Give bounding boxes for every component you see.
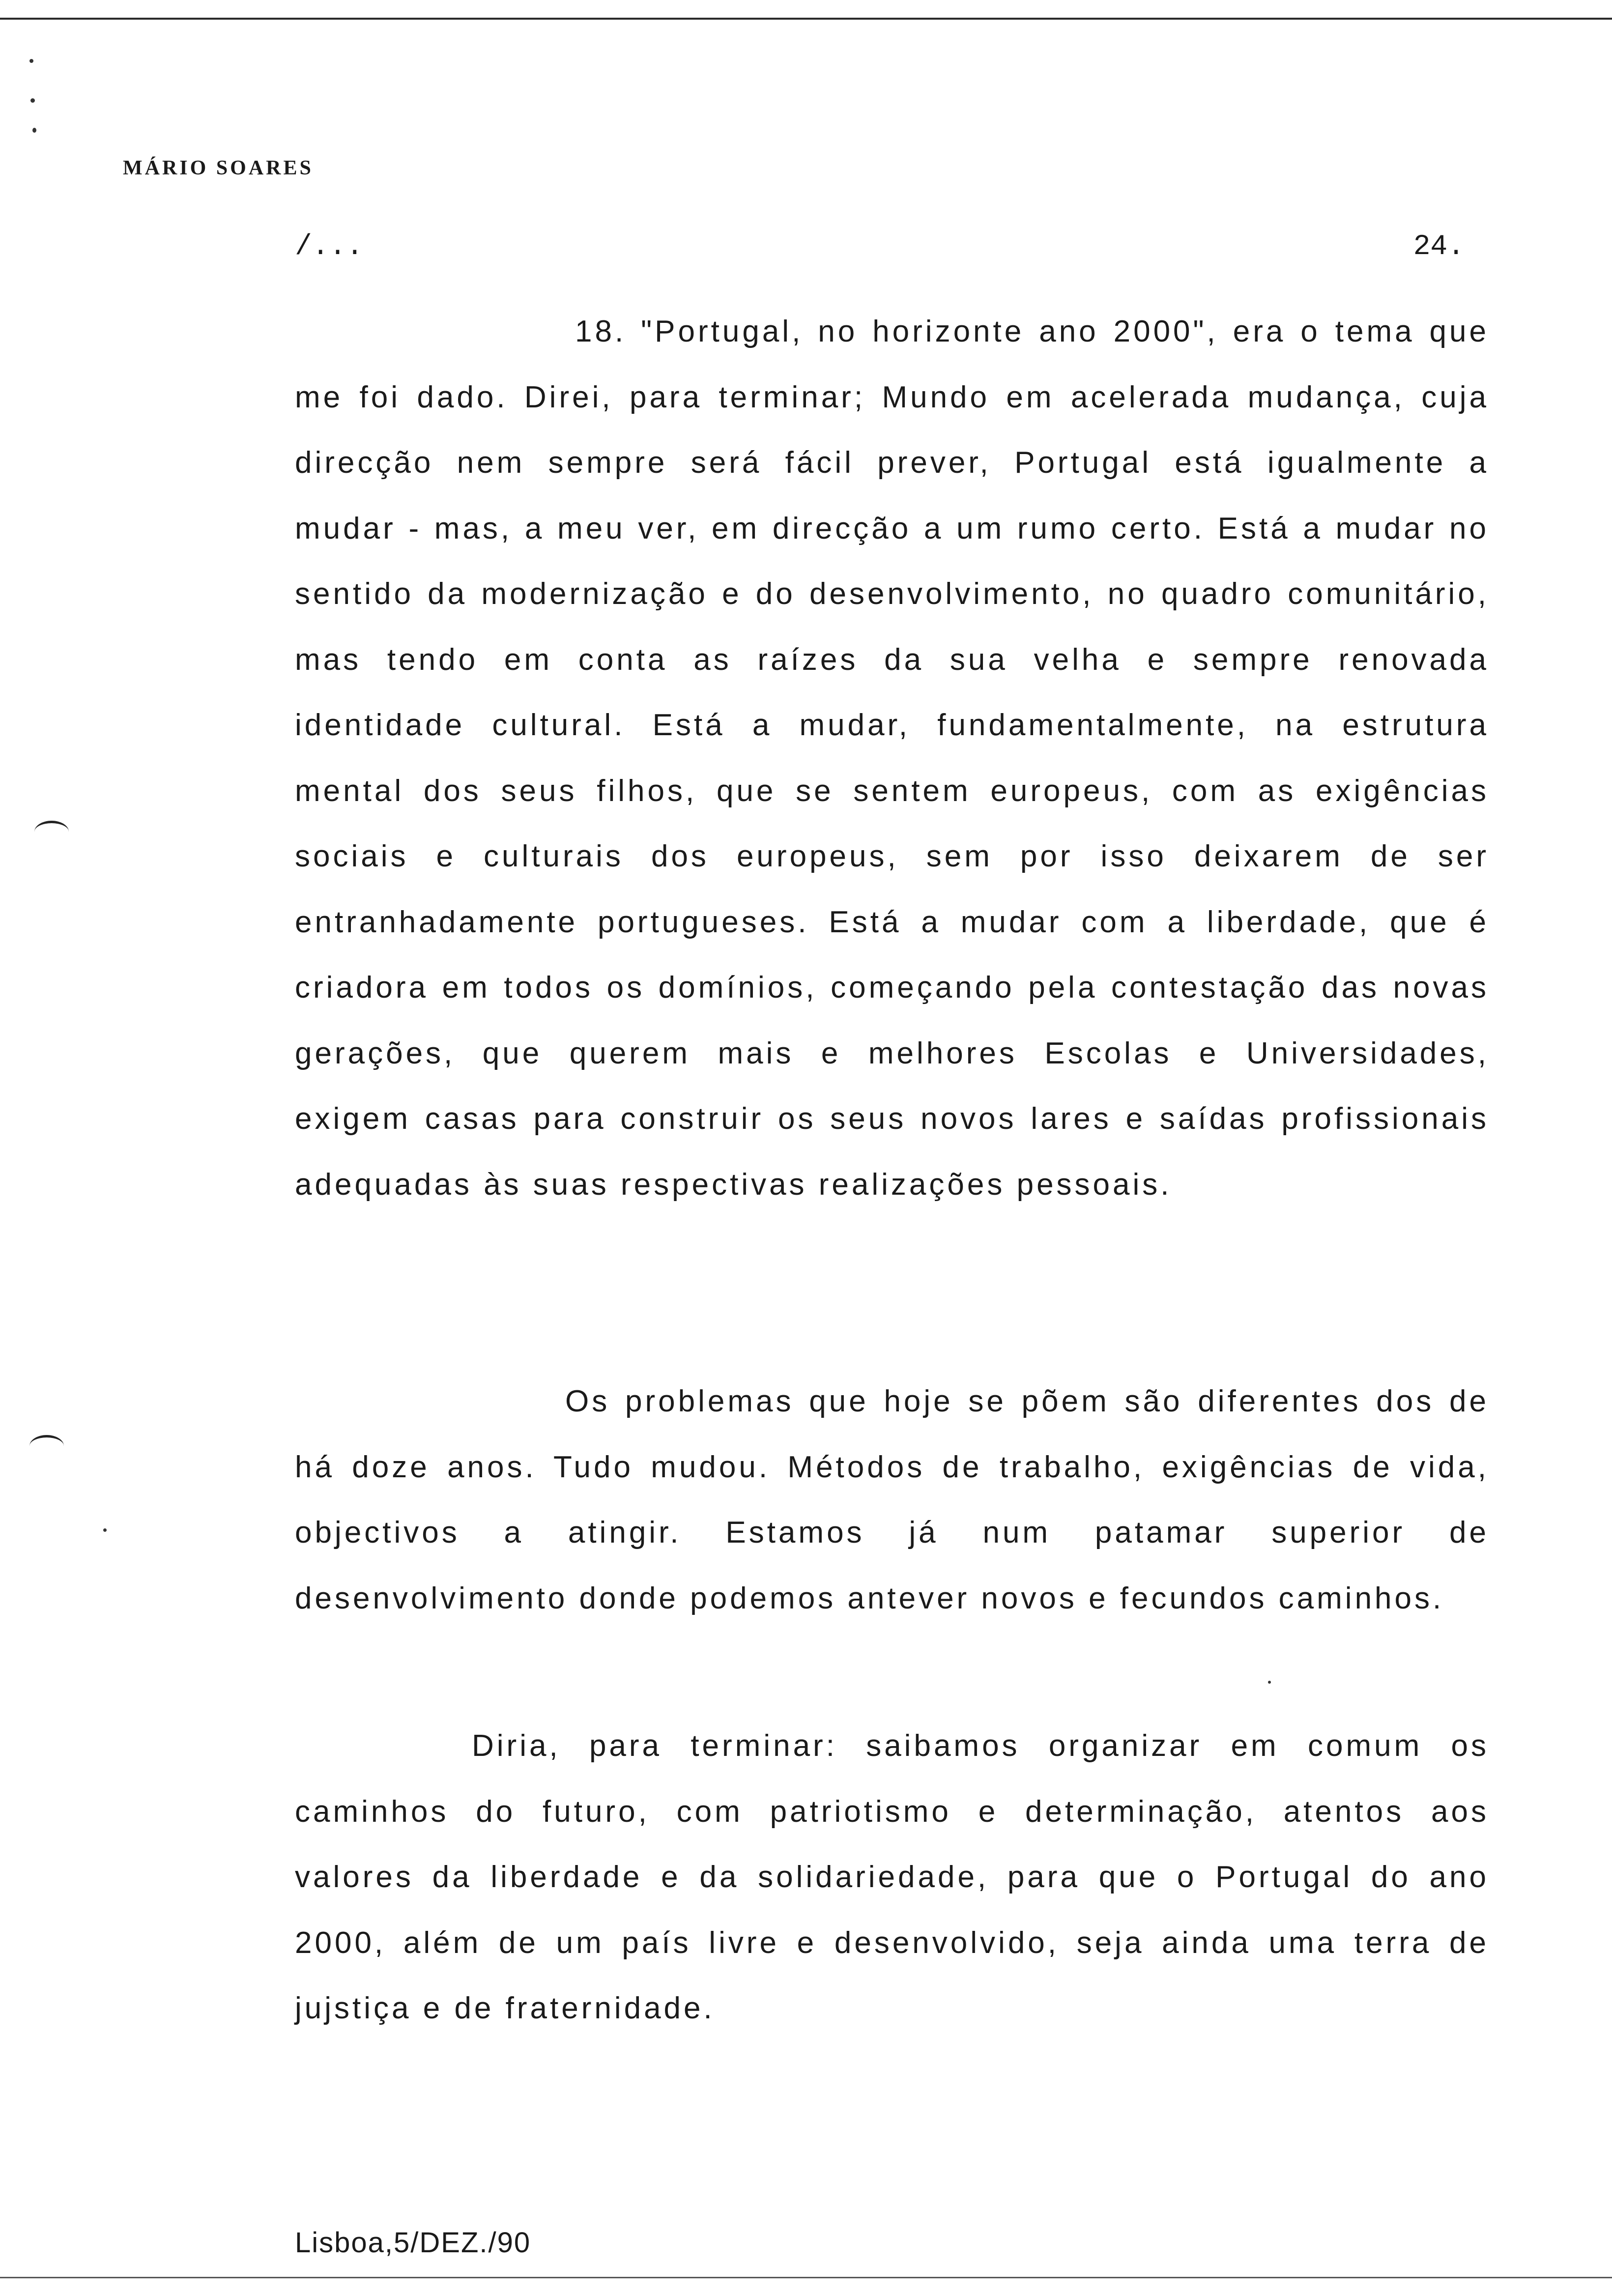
page-number: 24.	[1413, 231, 1465, 263]
punch-hole-mark	[29, 1435, 64, 1457]
paragraph-3	[295, 1713, 1489, 2041]
speck	[30, 98, 35, 103]
continuation-mark: /...	[295, 231, 364, 263]
paragraph-1-text: 18. "Portugal, no horizonte ano 2000", era o tema que me foi dado. Direi, para terminar; Mundo em acelerada mudança, cuja direcção nem sempre será fácil prever, Portugal está igualmente a mudar - mas, a meu ver, em direcção a um rumo certo. Está a mudar no sentido da modernização e do desenvolvimento, no quadro comunitário, mas tendo em conta as raízes da sua velha e sempre renovada identidade cultural. Está a mudar, fundamentalmente, na estrutura mental dos seus filhos, que se sentem europeus, com as exigências sociais e culturais dos europeus, sem por isso deixarem de ser entranhadamente portugueses. Está a mudar com a liberdade, que é criadora em todos os domínios, começando pela contestação das novas gerações, que querem mais e melhores Escolas e Universidades, exigem casas para construir os seus novos lares e saídas profissionais adequadas às suas respectivas realizações pessoais.	[295, 315, 1489, 1202]
paragraph-2	[295, 1369, 1489, 1631]
speck	[32, 128, 36, 133]
speck	[103, 1528, 107, 1532]
paragraph-2-text: Os problemas que hoje se põem são diferentes dos de há doze anos. Tudo mudou. Métodos de trabalho, exigências de vida, objectivos a atingir. Estamos já num patamar superior de desenvolvimento donde podemos antever novos e fecundos caminhos.	[295, 1384, 1489, 1615]
paragraph-3-text: Diria, para terminar: saibamos organizar em comum os caminhos do futuro, com patriotismo e determinação, atentos aos valores da liberdade e da solidariedade, para que o Portugal do ano 2000, além de um país livre e desenvolvido, seja ainda uma terra de jujstiça e de fraternidade.	[295, 1729, 1489, 2025]
bottom-rule	[0, 2277, 1612, 2278]
author-letterhead: MÁRIO SOARES	[123, 157, 314, 179]
paragraph-1	[295, 299, 1489, 1217]
speck	[1268, 1681, 1271, 1684]
punch-hole-mark	[34, 821, 69, 843]
place-date: Lisboa,5/DEZ./90	[295, 2227, 531, 2259]
top-rule	[0, 18, 1612, 20]
speck	[29, 59, 33, 63]
